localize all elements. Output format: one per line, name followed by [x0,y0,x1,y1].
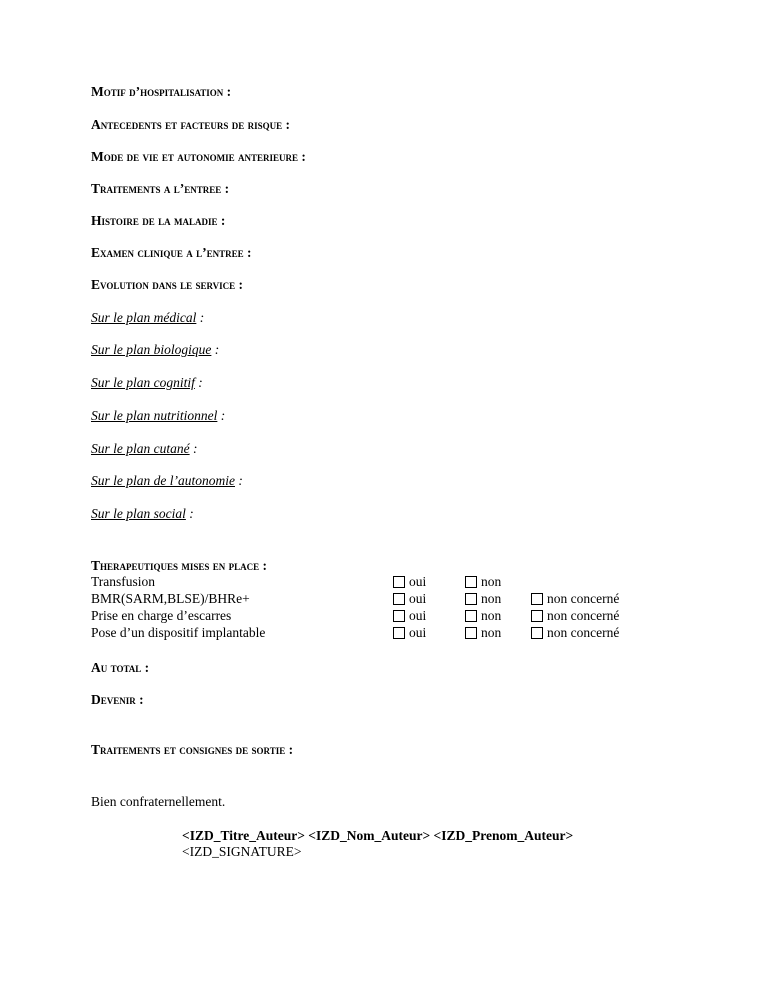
plan-label: Sur le plan médical [91,310,197,325]
plan-label: Sur le plan biologique [91,342,212,357]
row-label-escarres: Prise en charge d’escarres [91,608,232,623]
plan-suffix: : [217,408,226,423]
option-oui[interactable] [393,625,426,641]
heading-traitements-sortie: Traitements et consignes de sortie : [91,742,294,757]
option-non-label: non [481,574,502,589]
option-non[interactable] [465,625,501,641]
row-label-transfusion: Transfusion [91,574,156,589]
option-non-concerne[interactable] [531,625,619,641]
plan-label: Sur le plan nutritionnel [91,408,218,423]
plan-suffix: : [196,310,205,325]
plan-nutritionnel [91,408,225,424]
option-oui-label: oui [409,608,427,623]
option-non[interactable] [465,574,501,590]
plan-cutane [91,441,197,457]
heading-evolution: Evolution dans le service : [91,277,244,292]
plan-suffix: : [234,473,243,488]
heading-motif: Motif d’hospitalisation : [91,84,232,99]
plan-label: Sur le plan cognitif [91,375,195,390]
option-non-concerne[interactable] [531,591,619,607]
row-label-dispositif: Pose d’un dispositif implantable [91,625,266,640]
plan-label: Sur le plan social [91,506,186,521]
closing-text: Bien confraternellement. [91,794,226,809]
plan-biologique [91,342,219,358]
signature-placeholder: <IZD_SIGNATURE> [182,844,302,859]
option-non-label: non [481,608,502,623]
heading-devenir: Devenir : [91,692,144,707]
checkbox-non-concerne[interactable] [531,593,543,605]
option-oui-label: oui [409,574,427,589]
heading-examen: Examen clinique a l’entree : [91,245,252,260]
plan-social [91,506,194,522]
checkbox-oui[interactable] [393,610,405,622]
plan-suffix: : [211,342,220,357]
checkbox-non[interactable] [465,593,477,605]
checkbox-oui[interactable] [393,627,405,639]
option-oui[interactable] [393,608,426,624]
option-non-concerne-label: non concerné [547,591,620,606]
checkbox-non[interactable] [465,576,477,588]
option-non[interactable] [465,608,501,624]
option-non-concerne-label: non concerné [547,608,620,623]
option-oui[interactable] [393,574,426,590]
heading-au-total: Au total : [91,660,150,675]
option-oui-label: oui [409,591,427,606]
checkbox-non-concerne[interactable] [531,627,543,639]
plan-medical [91,310,204,326]
heading-traitements-entree: Traitements a l’entree : [91,181,230,196]
heading-histoire: Histoire de la maladie : [91,213,226,228]
plan-suffix: : [189,441,198,456]
option-non[interactable] [465,591,501,607]
checkbox-non[interactable] [465,610,477,622]
option-oui-label: oui [409,625,427,640]
heading-mode-de-vie: Mode de vie et autonomie anterieure : [91,149,306,164]
option-non-concerne[interactable] [531,608,619,624]
option-non-concerne-label: non concerné [547,625,620,640]
checkbox-non[interactable] [465,627,477,639]
row-label-bmr: BMR(SARM,BLSE)/BHRe+ [91,591,250,606]
plan-suffix: : [185,506,194,521]
plan-suffix: : [194,375,203,390]
checkbox-oui[interactable] [393,576,405,588]
option-non-label: non [481,625,502,640]
heading-therapeutiques: Therapeutiques mises en place : [91,558,268,573]
plan-autonomie [91,473,243,489]
heading-antecedents: Antecedents et facteurs de risque : [91,117,290,132]
plan-cognitif [91,375,203,391]
checkbox-non-concerne[interactable] [531,610,543,622]
plan-label: Sur le plan cutané [91,441,190,456]
checkbox-oui[interactable] [393,593,405,605]
option-oui[interactable] [393,591,426,607]
author-line: <IZD_Titre_Auteur> <IZD_Nom_Auteur> <IZD_Prenom_Auteur> [182,828,574,843]
plan-label: Sur le plan de l’autonomie [91,473,235,488]
option-non-label: non [481,591,502,606]
